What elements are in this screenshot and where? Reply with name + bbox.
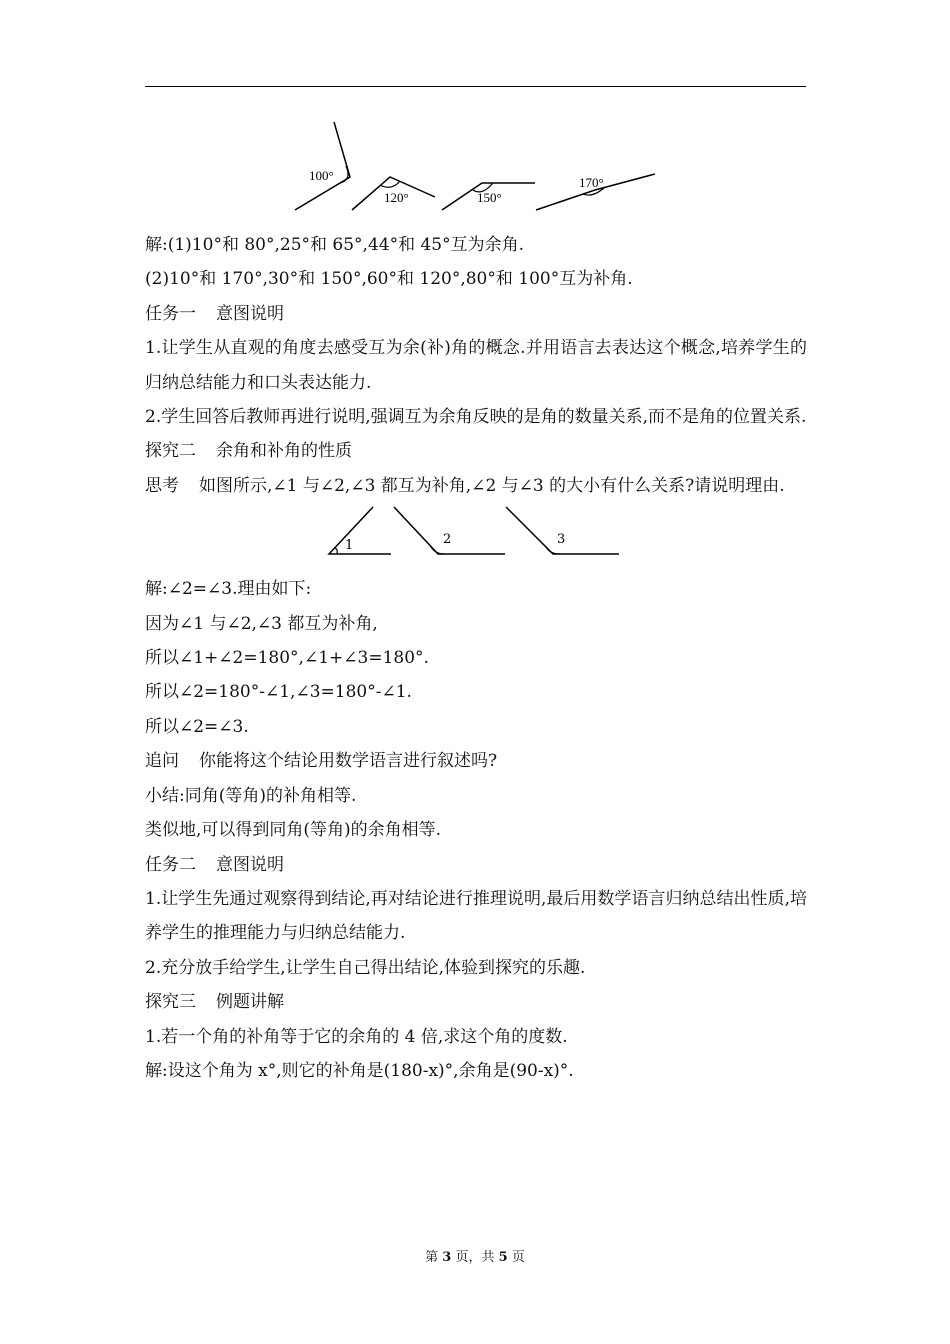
paragraph: 2.学生回答后教师再进行说明,强调互为余角反映的是角的数量关系,而不是角的位置关系.: [145, 407, 807, 428]
text-line: 1.若一个角的补角等于它的余角的 4 倍,求这个角的度数.: [145, 1026, 568, 1047]
heading-label: 任务一: [145, 303, 196, 324]
angle-label-170: 170°: [579, 175, 604, 190]
text-line: 小结:同角(等角)的补角相等.: [145, 785, 357, 806]
followup-label: 追问: [145, 751, 179, 772]
total-pages-number: 5: [498, 1250, 508, 1265]
section-heading: [145, 848, 807, 882]
text-line: 解:∠2=∠3.理由如下:: [145, 579, 312, 600]
text-line: [145, 744, 807, 778]
text-line: 解:(1)10°和 80°,25°和 65°,44°和 45°互为余角.: [145, 235, 525, 255]
heading-title: 意图说明: [216, 854, 284, 875]
angle-label-120: 120°: [384, 190, 409, 205]
angle-label-1: 1: [345, 538, 354, 554]
think-label: 思考: [145, 475, 179, 496]
footer-middle: 页，共: [455, 1250, 495, 1265]
angle-120-arc: [380, 181, 400, 187]
text-line: 因为∠1 与∠2,∠3 都互为补角,: [145, 613, 378, 634]
text-line: 类似地,可以得到同角(等角)的余角相等.: [145, 820, 442, 841]
text-line: 2.充分放手给学生,让学生自己得出结论,体验到探究的乐趣.: [145, 957, 586, 978]
paragraph: [145, 469, 807, 503]
angles-figure-1: [290, 118, 670, 218]
angle-1-lines: [329, 507, 391, 554]
angle-label-3: 3: [557, 532, 566, 548]
heading-label: 探究二: [145, 441, 196, 462]
heading-label: 探究三: [145, 992, 196, 1013]
angle-label-100: 100°: [309, 168, 334, 183]
page-footer: [0, 1246, 950, 1265]
section-heading: [145, 297, 807, 331]
angle-label-150: 150°: [477, 190, 502, 205]
text-line: 所以∠2=∠3.: [145, 716, 249, 737]
footer-suffix: 页: [511, 1250, 525, 1265]
current-page-number: 3: [442, 1250, 452, 1265]
header-rule: [145, 86, 806, 87]
angles-figure-2: [325, 503, 625, 563]
text-line: (2)10°和 170°,30°和 150°,60°和 120°,80°和 100°互为补角.: [145, 269, 633, 290]
text-line: 所以∠1+∠2=180°,∠1+∠3=180°.: [145, 648, 429, 669]
section-heading: [145, 985, 807, 1019]
heading-title: 余角和补角的性质: [216, 441, 352, 462]
angle-label-2: 2: [443, 532, 452, 548]
footer-prefix: 第: [425, 1250, 439, 1265]
heading-title: 意图说明: [216, 303, 284, 324]
document-body: [145, 228, 807, 1088]
text-line: 解:设这个角为 x°,则它的补角是(180-x)°,余角是(90-x)°.: [145, 1060, 574, 1081]
angle-100-lines: [295, 122, 350, 210]
think-question: 如图所示,∠1 与∠2,∠3 都互为补角,∠2 与∠3 的大小有什么关系?请说明理由.: [199, 475, 785, 496]
heading-title: 例题讲解: [216, 992, 284, 1013]
figure-2-slot: [145, 503, 807, 572]
paragraph: 1.让学生从直观的角度去感受互为余(补)角的概念.并用语言去表达这个概念,培养学生的归纳总结能力和口头表达能力.: [145, 338, 807, 393]
followup-question: 你能将这个结论用数学语言进行叙述吗?: [199, 751, 498, 772]
section-heading: [145, 434, 807, 468]
heading-label: 任务二: [145, 854, 196, 875]
text-line: 所以∠2=180°-∠1,∠3=180°-∠1.: [145, 682, 412, 703]
paragraph: 1.让学生先通过观察得到结论,再对结论进行推理说明,最后用数学语言归纳总结出性质,培养学生的推理能力与归纳总结能力.: [145, 888, 807, 944]
